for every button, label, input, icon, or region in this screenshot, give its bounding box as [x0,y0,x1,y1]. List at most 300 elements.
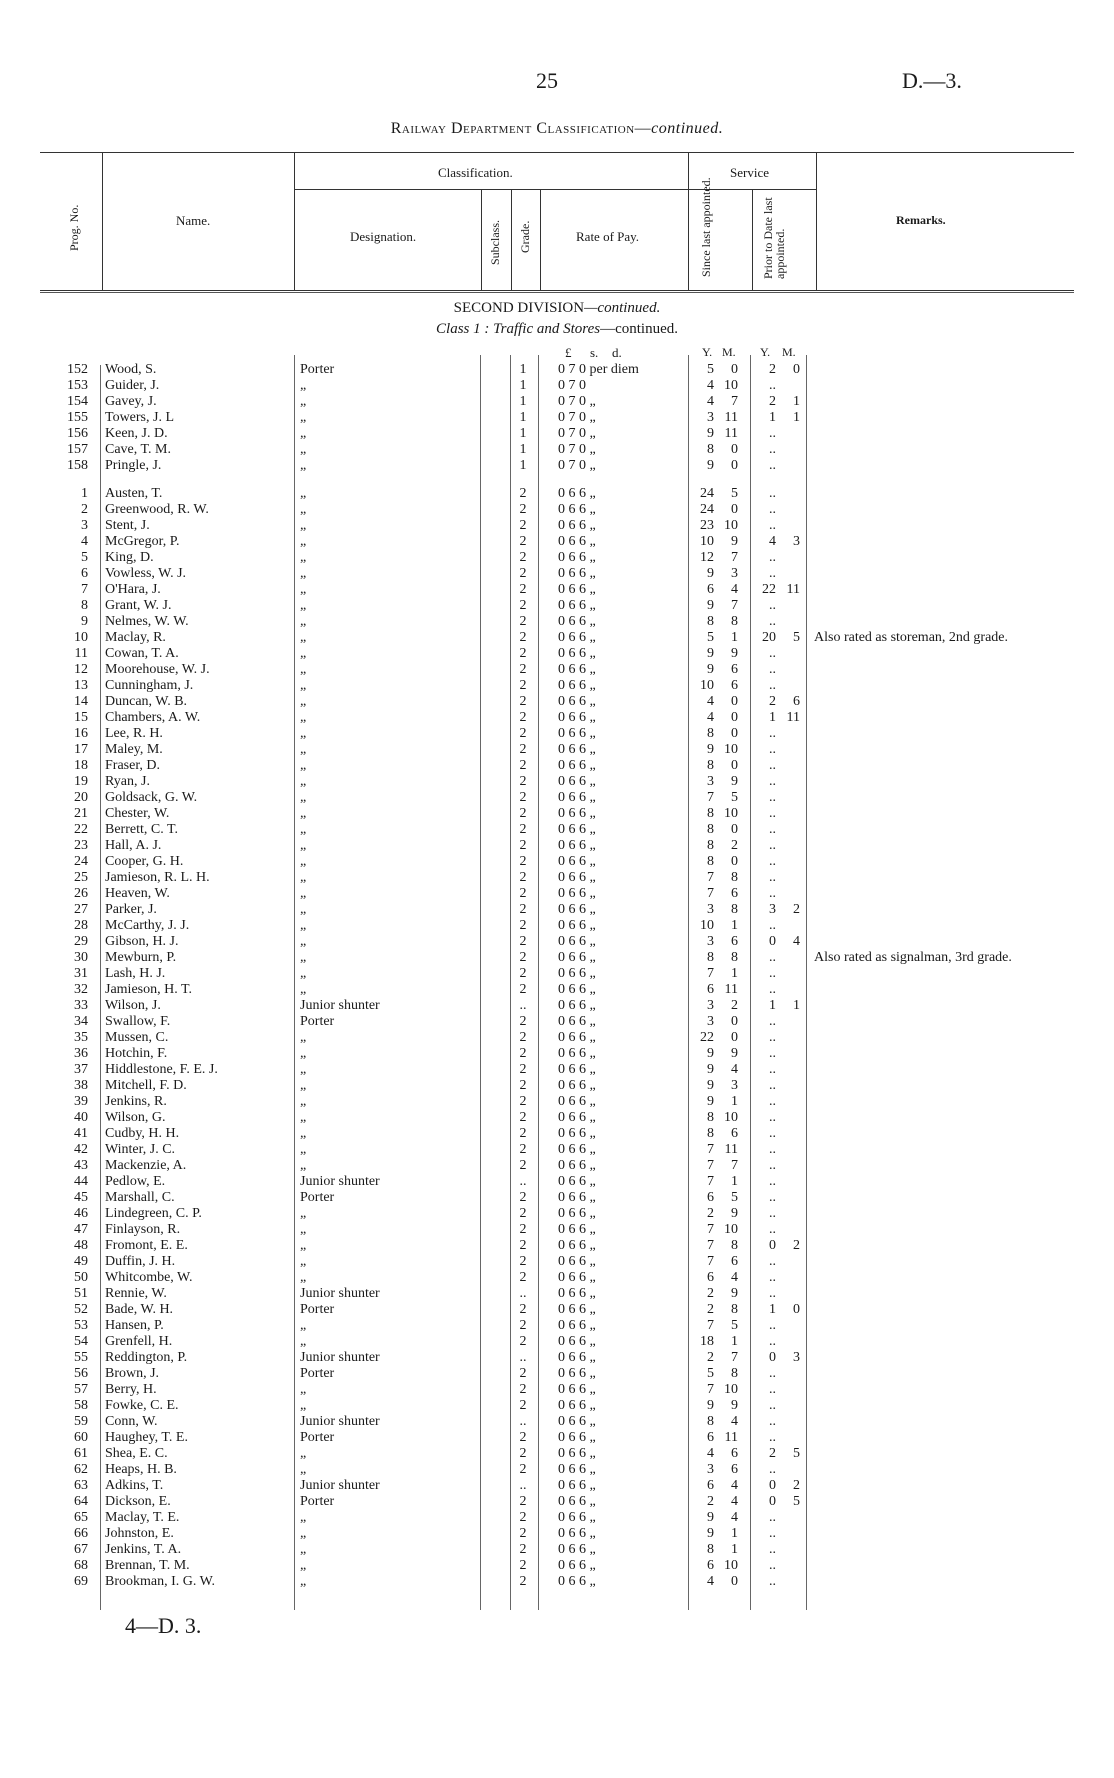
designation-cell: „ [300,582,307,597]
since-months-cell: 2 [731,838,738,853]
table-row [0,662,1114,678]
since-months-cell: 4 [731,1494,738,1509]
unit-pence: d. [612,345,622,360]
prog-no-cell: 39 [74,1094,88,1109]
prog-no-cell: 158 [67,458,88,473]
rate-of-pay-cell: 0 6 6 „ [558,1542,596,1557]
rate-of-pay-cell: 0 6 6 „ [558,566,596,581]
since-years-cell: 7 [707,790,714,805]
prior-years-cell: .. [769,1254,776,1269]
prog-no-cell: 6 [81,566,88,581]
name-cell: Goldsack, G. W. [105,790,198,805]
since-years-cell: 3 [707,1462,714,1477]
footer-reference: 4—D. 3. [125,1613,202,1638]
prior-years-cell: .. [769,458,776,473]
since-months-cell: 10 [724,742,738,757]
table-row [0,1046,1114,1062]
name-cell: Maclay, T. E. [105,1510,180,1525]
table-row [0,966,1114,982]
designation-cell: Junior shunter [300,1174,380,1189]
rate-of-pay-cell: 0 7 0 „ [558,394,596,409]
table-row [0,566,1114,582]
table-row [0,1270,1114,1286]
since-years-cell: 9 [707,646,714,661]
rate-of-pay-cell: 0 6 6 „ [558,502,596,517]
since-years-cell: 8 [707,758,714,773]
table-row [0,1542,1114,1558]
since-months-cell: 11 [724,1142,738,1157]
grade-cell: 2 [519,1126,527,1141]
prog-no-cell: 59 [74,1414,88,1429]
prog-no-cell: 8 [81,598,88,613]
prior-years-cell: .. [769,502,776,517]
name-cell: Jamieson, H. T. [105,982,192,997]
since-years-cell: 9 [707,458,714,473]
grade-cell: 1 [519,410,527,425]
name-cell: Shea, E. C. [105,1446,168,1461]
rate-of-pay-cell: 0 6 6 „ [558,886,596,901]
prog-no-cell: 32 [74,982,88,997]
grade-cell: 2 [519,646,527,661]
since-years-cell: 2 [707,1494,714,1509]
table-row [0,1014,1114,1030]
grade-cell: 2 [519,886,527,901]
since-months-cell: 0 [731,502,738,517]
since-years-cell: 9 [707,1510,714,1525]
prog-no-cell: 18 [74,758,88,773]
table-row [0,1222,1114,1238]
designation-cell: „ [300,646,307,661]
since-months-cell: 4 [731,1270,738,1285]
designation-cell: „ [300,1526,307,1541]
since-years-cell: 9 [707,426,714,441]
prog-no-cell: 21 [74,806,88,821]
prior-months-cell: 5 [793,630,800,645]
since-years-cell: 7 [707,966,714,981]
prior-years-cell: .. [769,982,776,997]
header-rule [102,153,103,290]
prior-months-cell: 0 [793,362,800,377]
grade-cell: 2 [519,1142,527,1157]
title-continued: continued. [651,120,724,137]
since-months-cell: 4 [731,1510,738,1525]
designation-cell: Porter [300,1190,335,1205]
name-cell: Towers, J. L [105,410,175,425]
header-rule [294,189,816,190]
prog-no-cell: 26 [74,886,88,901]
prior-years-cell: 0 [769,1238,776,1253]
since-months-cell: 7 [731,1158,738,1173]
since-years-cell: 5 [707,362,714,377]
since-years-cell: 8 [707,1542,714,1557]
rate-of-pay-cell: 0 6 6 „ [558,1158,596,1173]
prior-years-cell: 2 [769,1446,776,1461]
grade-cell: 2 [519,1302,527,1317]
since-months-cell: 11 [724,982,738,997]
rate-of-pay-cell: 0 6 6 „ [558,1510,596,1525]
rate-of-pay-cell: 0 6 6 „ [558,694,596,709]
header-rule [511,189,512,290]
designation-cell: „ [300,518,307,533]
table-row [0,502,1114,518]
table-row [0,758,1114,774]
name-cell: Maclay, R. [105,630,166,645]
grade-cell: 2 [519,950,527,965]
name-cell: Greenwood, R. W. [105,502,209,517]
rate-of-pay-cell: 0 6 6 „ [558,854,596,869]
grade-cell: 2 [519,918,527,933]
prior-months-cell: 3 [793,1350,800,1365]
designation-header: Designation. [350,229,417,244]
grade-cell: 2 [519,1526,527,1541]
grade-cell: 2 [519,710,527,725]
grade-cell: 2 [519,774,527,789]
since-months-cell: 6 [731,1462,738,1477]
prior-months-cell: 1 [793,394,800,409]
prog-no-cell: 66 [74,1526,88,1541]
rate-of-pay-cell: 0 6 6 „ [558,1110,596,1125]
since-years-cell: 2 [707,1206,714,1221]
prog-no-cell: 46 [74,1206,88,1221]
grade-cell: 1 [519,394,527,409]
designation-cell: „ [300,710,307,725]
rate-of-pay-cell: 0 6 6 „ [558,1430,596,1445]
name-cell: Berrett, C. T. [105,822,178,837]
prior-years-cell: .. [769,1062,776,1077]
prior-months-cell: 0 [793,1302,800,1317]
since-last-appointed-header: Since last appointed. [699,177,713,277]
since-years-cell: 8 [707,950,714,965]
grade-cell: 2 [519,1014,527,1029]
rate-of-pay-cell: 0 6 6 „ [558,598,596,613]
table-row [0,1462,1114,1478]
designation-cell: Porter [300,1366,335,1381]
since-months-cell: 1 [731,918,738,933]
designation-cell: „ [300,902,307,917]
designation-cell: Porter [300,362,335,377]
prog-no-cell: 156 [67,426,88,441]
designation-cell: „ [300,934,307,949]
designation-cell: „ [300,1254,307,1269]
header-rule [481,189,482,290]
designation-cell: Porter [300,1014,335,1029]
table-row [0,1510,1114,1526]
name-cell: Dickson, E. [105,1494,171,1509]
name-cell: Maley, M. [105,742,163,757]
grade-cell: 1 [519,442,527,457]
since-months-cell: 0 [731,758,738,773]
prog-no-cell: 62 [74,1462,88,1477]
designation-cell: „ [300,1238,307,1253]
designation-cell: „ [300,1270,307,1285]
name-cell: Cowan, T. A. [105,646,179,661]
table-row [0,854,1114,870]
since-years-cell: 23 [700,518,714,533]
since-years-cell: 7 [707,1254,714,1269]
prog-no-cell: 54 [74,1334,88,1349]
prog-no-cell: 29 [74,934,88,949]
prior-years-cell: .. [769,1462,776,1477]
designation-cell: „ [300,486,307,501]
name-cell: Pedlow, E. [105,1174,166,1189]
since-years-cell: 3 [707,774,714,789]
grade-cell: 2 [519,678,527,693]
since-months-cell: 7 [731,598,738,613]
designation-cell: „ [300,598,307,613]
rate-of-pay-cell: 0 6 6 „ [558,1446,596,1461]
table-row [0,742,1114,758]
prior-years-cell: .. [769,726,776,741]
table-row [0,950,1114,966]
prog-no-cell: 15 [74,710,88,725]
unit-years-since: Y. [702,345,713,359]
grade-cell: 2 [519,486,527,501]
since-years-cell: 7 [707,870,714,885]
table-row [0,458,1114,474]
since-months-cell: 10 [724,1222,738,1237]
prior-years-cell: .. [769,1382,776,1397]
since-months-cell: 5 [731,486,738,501]
designation-cell: Junior shunter [300,998,380,1013]
rate-of-pay-cell: 0 6 6 „ [558,742,596,757]
prog-no-cell: 58 [74,1398,88,1413]
rate-of-pay-cell: 0 6 6 „ [558,1062,596,1077]
grade-cell: 2 [519,1238,527,1253]
designation-cell: „ [300,1094,307,1109]
designation-cell: „ [300,726,307,741]
name-cell: Hansen, P. [105,1318,164,1333]
table-row [0,1574,1114,1590]
rate-of-pay-cell: 0 6 6 „ [558,1078,596,1093]
table-row [0,1350,1114,1366]
designation-cell: „ [300,1334,307,1349]
prog-no-cell: 155 [67,410,88,425]
title-main: Railway Department Classification [390,120,635,137]
table-row [0,1062,1114,1078]
grade-cell: .. [519,1350,527,1365]
since-years-cell: 7 [707,1222,714,1237]
name-cell: Heaps, H. B. [105,1462,177,1477]
since-months-cell: 6 [731,886,738,901]
prior-years-cell: 1 [769,998,776,1013]
since-months-cell: 0 [731,726,738,741]
name-cell: Austen, T. [105,486,163,501]
designation-cell: „ [300,1222,307,1237]
since-years-cell: 8 [707,726,714,741]
grade-cell: 2 [519,1110,527,1125]
name-cell: Lee, R. H. [105,726,163,741]
subclass-header: Subclass. [488,220,502,265]
name-cell: Cunningham, J. [105,678,194,693]
grade-cell: 2 [519,614,527,629]
grade-cell: 2 [519,1270,527,1285]
prog-no-cell: 55 [74,1350,88,1365]
table-row [0,1558,1114,1574]
since-years-cell: 7 [707,1142,714,1157]
prog-no-cell: 22 [74,822,88,837]
table-row [0,774,1114,790]
since-months-cell: 6 [731,662,738,677]
since-years-cell: 6 [707,1558,714,1573]
name-cell: Hall, A. J. [105,838,162,853]
table-row [0,1302,1114,1318]
designation-cell: „ [300,1398,307,1413]
prog-no-cell: 44 [74,1174,88,1189]
prior-years-cell: 20 [762,630,776,645]
grade-cell: 2 [519,790,527,805]
prior-years-cell: .. [769,662,776,677]
table-row [0,426,1114,442]
rate-of-pay-cell: 0 6 6 „ [558,1046,596,1061]
prog-no-cell: 50 [74,1270,88,1285]
name-cell: Adkins, T. [105,1478,164,1493]
prior-years-cell: .. [769,790,776,805]
rate-of-pay-cell: 0 6 6 „ [558,1414,596,1429]
page-number: 25 [536,68,558,93]
since-years-cell: 6 [707,1270,714,1285]
rate-of-pay-cell: 0 6 6 „ [558,662,596,677]
prior-years-cell: .. [769,378,776,393]
prior-years-cell: .. [769,1286,776,1301]
grade-cell: 2 [519,502,527,517]
rate-of-pay-cell: 0 7 0 „ [558,410,596,425]
since-months-cell: 9 [731,1286,738,1301]
name-cell: Marshall, C. [105,1190,175,1205]
designation-cell: „ [300,838,307,853]
name-cell: Chester, W. [105,806,170,821]
header-rule [688,153,689,290]
prior-years-cell: 4 [769,534,776,549]
grade-cell: 2 [519,902,527,917]
prog-no-cell: 34 [74,1014,88,1029]
prior-years-cell: .. [769,1222,776,1237]
table-row [0,998,1114,1014]
grade-cell: 2 [519,1334,527,1349]
prior-years-cell: .. [769,678,776,693]
name-cell: Heaven, W. [105,886,170,901]
table-row [0,1334,1114,1350]
rate-of-pay-cell: 0 6 6 „ [558,1334,596,1349]
page-title [0,120,1114,138]
name-cell: Gibson, H. J. [105,934,179,949]
prog-no-cell: 152 [67,362,88,377]
rate-of-pay-cell: 0 6 6 „ [558,1174,596,1189]
grade-cell: 2 [519,1078,527,1093]
grade-cell: 2 [519,1462,527,1477]
name-cell: Winter, J. C. [105,1142,176,1157]
prog-no-cell: 16 [74,726,88,741]
rate-of-pay-cell: 0 6 6 „ [558,678,596,693]
since-years-cell: 6 [707,982,714,997]
since-months-cell: 6 [731,1254,738,1269]
designation-cell: Porter [300,1494,335,1509]
designation-cell: „ [300,870,307,885]
prog-no-cell: 27 [74,902,88,917]
since-months-cell: 0 [731,822,738,837]
table-row [0,710,1114,726]
grade-cell: 2 [519,1446,527,1461]
designation-cell: „ [300,1510,307,1525]
prog-no-cell: 38 [74,1078,88,1093]
name-cell: Berry, H. [105,1382,157,1397]
grade-cell: 2 [519,1366,527,1381]
name-cell: Haughey, T. E. [105,1430,188,1445]
prior-years-cell: .. [769,486,776,501]
prior-years-cell: .. [769,646,776,661]
designation-cell: „ [300,550,307,565]
table-row [0,1494,1114,1510]
rate-of-pay-cell: 0 6 6 „ [558,1574,596,1589]
unit-years-prior: Y. [760,345,771,359]
rate-of-pay-cell: 0 6 6 „ [558,1494,596,1509]
name-cell: Jenkins, T. A. [105,1542,182,1557]
since-months-cell: 6 [731,934,738,949]
since-months-cell: 11 [724,1430,738,1445]
table-row [0,518,1114,534]
table-row [0,822,1114,838]
grade-cell: .. [519,1286,527,1301]
table-row [0,1366,1114,1382]
since-months-cell: 7 [731,1350,738,1365]
prog-no-cell: 7 [81,582,88,597]
since-months-cell: 3 [731,1078,738,1093]
prog-no-cell: 154 [67,394,88,409]
title-separator: — [634,120,652,137]
since-months-cell: 10 [724,1382,738,1397]
grade-cell: .. [519,1478,527,1493]
designation-cell: „ [300,966,307,981]
since-years-cell: 2 [707,1286,714,1301]
name-cell: Stent, J. [105,518,150,533]
prog-no-cell: 65 [74,1510,88,1525]
prog-no-cell: 19 [74,774,88,789]
table-row [0,806,1114,822]
designation-cell: „ [300,1446,307,1461]
name-cell: Johnston, E. [105,1526,174,1541]
designation-cell: „ [300,774,307,789]
name-cell: Grenfell, H. [105,1334,173,1349]
since-months-cell: 1 [731,1334,738,1349]
prog-no-cell: 11 [74,646,88,661]
grade-cell: 2 [519,758,527,773]
table-row [0,838,1114,854]
since-months-cell: 8 [731,1238,738,1253]
designation-cell: „ [300,678,307,693]
since-months-cell: 4 [731,1414,738,1429]
prog-no-cell: 41 [74,1126,88,1141]
prior-years-cell: .. [769,966,776,981]
prior-years-cell: .. [769,950,776,965]
designation-cell: „ [300,758,307,773]
rate-of-pay-cell: 0 6 6 „ [558,758,596,773]
prior-years-cell: .. [769,614,776,629]
prog-no-cell: 31 [74,966,88,981]
since-months-cell: 8 [731,1366,738,1381]
prog-no-cell: 64 [74,1494,88,1509]
table-row [0,1094,1114,1110]
prior-years-cell: 1 [769,410,776,425]
designation-cell: „ [300,630,307,645]
table-row [0,362,1114,378]
rate-of-pay-cell: 0 6 6 „ [558,1222,596,1237]
prog-no-cell: 43 [74,1158,88,1173]
rate-of-pay-cell: 0 6 6 „ [558,966,596,981]
prog-no-cell: 153 [67,378,88,393]
table-row [0,1142,1114,1158]
table-row [0,982,1114,998]
grade-cell: 2 [519,1222,527,1237]
name-cell: Parker, J. [105,902,157,917]
